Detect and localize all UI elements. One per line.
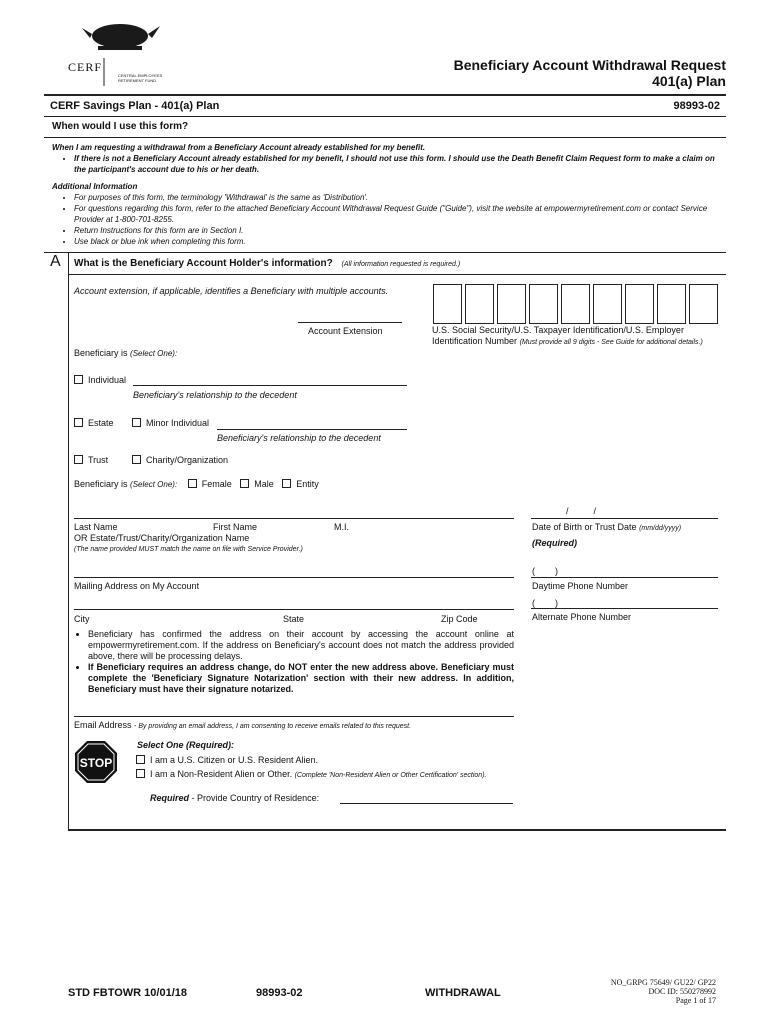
estate-option[interactable]	[74, 418, 114, 428]
nonres-checkbox[interactable]	[136, 769, 145, 778]
email-label-row	[74, 720, 411, 730]
name-note: (The name provided MUST match the name on file with Service Provider.)	[74, 546, 303, 553]
when-rule	[44, 137, 726, 138]
trust-checkbox[interactable]	[74, 455, 83, 464]
country-label: - Provide Country of Residence:	[191, 793, 320, 803]
footer-grpg: NO_GRPG 75649/ GU22/ GP22	[610, 978, 716, 987]
form-title-line2: 401(a) Plan	[652, 73, 726, 89]
ssn-digit-box[interactable]	[561, 284, 590, 324]
day-phone-label: Daytime Phone Number	[532, 581, 629, 591]
mailing-address-label: Mailing Address on My Account	[74, 581, 200, 591]
dob-required: (Required)	[532, 538, 577, 548]
city-state-zip-input[interactable]	[74, 609, 514, 610]
citizen-label: I am a U.S. Citizen or U.S. Resident Alien.	[150, 755, 319, 765]
section-a-heading-row	[74, 258, 460, 269]
day-phone-input[interactable]	[531, 577, 718, 578]
female-label: Female	[201, 479, 232, 489]
email-input[interactable]	[74, 716, 514, 717]
gender-bene-is: Beneficiary is	[74, 479, 128, 489]
ssn-digit-box[interactable]	[465, 284, 494, 324]
nonres-note: (Complete 'Non-Resident Alien or Other Certification' section).	[294, 772, 487, 779]
form-title	[454, 57, 726, 89]
mailing-address-input[interactable]	[74, 577, 514, 578]
entity-option[interactable]	[282, 479, 319, 489]
citizen-option[interactable]	[136, 755, 318, 765]
female-option[interactable]	[188, 479, 232, 489]
section-a-heading-rule	[68, 274, 726, 275]
footer-plan-number: 98993-02	[256, 987, 303, 999]
when-block	[52, 142, 722, 175]
dob-label: Date of Birth or Trust Date	[532, 522, 637, 532]
ssn-digit-box[interactable]	[529, 284, 558, 324]
male-option[interactable]	[240, 479, 274, 489]
charity-option[interactable]	[132, 455, 228, 465]
section-a-bottom-rule	[68, 829, 726, 831]
individual-relationship-label: Beneficiary's relationship to the decedent	[133, 390, 297, 400]
form-title-line1: Beneficiary Account Withdrawal Request	[453, 57, 726, 73]
zip-label: Zip Code	[441, 614, 478, 624]
gender-row	[74, 479, 319, 489]
ssn-label: U.S. Social Security/U.S. Taxpayer Identification/U.S. Employer Identification Number	[432, 325, 684, 346]
when-bullet: • If there is not a Beneficiary Account already established for my benefit, I should not use this form. I should use the Death Benefit Claim Request form to make a claim on the participant's account due to his or her death.	[74, 153, 722, 175]
nonres-label: I am a Non-Resident Alien or Other.	[150, 769, 293, 779]
or-estate-label: OR Estate/Trust/Charity/Organization Name	[74, 533, 250, 543]
footer-doc-id: DOC ID: 550278992	[648, 987, 716, 996]
additional-item: • Return Instructions for this form are in Section I.	[74, 225, 722, 236]
mi-label: M.I.	[334, 522, 349, 532]
state-label: State	[283, 614, 305, 624]
email-note: - By providing an email address, I am consenting to receive emails related to this request.	[134, 723, 412, 730]
address-notes	[74, 629, 514, 695]
stop-text: STOP	[79, 756, 113, 770]
ssn-note: (Must provide all 9 digits - See Guide for additional details.)	[519, 339, 703, 346]
section-a-note: (All information requested is required.)	[341, 261, 461, 268]
male-checkbox[interactable]	[240, 479, 249, 488]
individual-relationship-input[interactable]	[133, 385, 407, 386]
section-a-letter: A	[50, 253, 61, 270]
plan-number: 98993-02	[673, 100, 720, 112]
address-note-change: • If Beneficiary requires an address change, do NOT enter the new address above. Beneficiary must complete the 'Beneficiary Signature Notarization' section with their new address. In addition, Beneficiary must have their signature notarized.	[88, 662, 514, 695]
country-row	[150, 793, 319, 803]
gender-select-one: (Select One):	[130, 480, 178, 489]
stop-sign-icon	[74, 740, 118, 784]
when-heading: When would I use this form?	[52, 121, 189, 132]
additional-item: • For purposes of this form, the terminology 'Withdrawal' is the same as 'Distribution'.	[74, 192, 722, 203]
plan-name: CERF Savings Plan - 401(a) Plan	[50, 100, 220, 112]
ssn-digit-box[interactable]	[497, 284, 526, 324]
ssn-digit-box[interactable]	[625, 284, 654, 324]
minor-label: Minor Individual	[146, 418, 210, 428]
name-input[interactable]	[74, 518, 514, 519]
alt-phone-label: Alternate Phone Number	[532, 612, 632, 622]
ssn-digit-box[interactable]	[433, 284, 462, 324]
minor-option[interactable]	[132, 418, 209, 428]
ssn-digit-box[interactable]	[657, 284, 686, 324]
minor-checkbox[interactable]	[132, 418, 141, 427]
day-phone-paren: ( )	[532, 566, 558, 576]
logo-subtext: CENTRAL EMPLOYEES RETIREMENT FUND	[118, 73, 163, 83]
male-label: Male	[254, 479, 274, 489]
section-a-top-rule	[44, 252, 726, 253]
additional-list	[52, 192, 722, 247]
country-required: Required	[150, 793, 190, 803]
city-label: City	[74, 614, 90, 624]
section-a-left-border	[68, 252, 69, 830]
dob-format: (mm/dd/yyyy)	[639, 525, 682, 532]
when-list	[52, 153, 722, 175]
individual-option[interactable]	[74, 375, 126, 385]
cerf-logo	[68, 18, 188, 88]
plan-rule	[44, 116, 726, 117]
top-rule	[44, 94, 726, 96]
footer-type: WITHDRAWAL	[425, 987, 501, 999]
logo-wordmark: CERF	[68, 60, 103, 74]
alt-phone-paren: ( )	[532, 598, 558, 608]
ext-input[interactable]	[298, 322, 402, 323]
address-notes-list	[74, 629, 514, 695]
ext-label: Account Extension	[308, 326, 383, 336]
section-a-heading: What is the Beneficiary Account Holder's information?	[74, 258, 333, 269]
when-intro: When I am requesting a withdrawal from a Beneficiary Account already established for my benefit.	[52, 143, 426, 152]
bene-is-text: Beneficiary is	[74, 348, 128, 358]
female-checkbox[interactable]	[188, 479, 197, 488]
citizen-checkbox[interactable]	[136, 755, 145, 764]
first-name-label: First Name	[213, 522, 258, 532]
additional-item: • For questions regarding this form, refer to the attached Beneficiary Account Withdrawal Request Guide ("Guide"), visit the website at empowermyretirement.com or contact Service Provider at 1-800-701-8255.	[74, 203, 722, 225]
nonres-option[interactable]	[136, 769, 516, 781]
individual-label: Individual	[88, 375, 127, 385]
charity-checkbox[interactable]	[132, 455, 141, 464]
individual-checkbox[interactable]	[74, 375, 83, 384]
select-required: Select One (Required):	[137, 740, 235, 750]
trust-option[interactable]	[74, 455, 108, 465]
last-name-label: Last Name	[74, 522, 118, 532]
dob-label-row	[532, 522, 681, 532]
bene-type-label	[74, 348, 177, 358]
footer-form-id: STD FBTOWR 10/01/18	[68, 987, 187, 999]
alt-phone-input[interactable]	[531, 608, 718, 609]
additional-heading: Additional Information	[52, 182, 138, 191]
select-one-text: (Select One):	[130, 349, 178, 358]
additional-info	[52, 181, 722, 247]
dob-input[interactable]	[531, 518, 718, 519]
footer-doc-info	[611, 978, 716, 1005]
trust-label: Trust	[88, 455, 109, 465]
address-note-confirm: • Beneficiary has confirmed the address on their account by accessing the account online at empowermyretirement.com. If the address on Beneficiary's account does not match the address provided above, there will be processing delays.	[88, 629, 514, 662]
charity-label: Charity/Organization	[146, 455, 229, 465]
footer-page: Page 1 of 17	[675, 996, 716, 1005]
ext-help: Account extension, if applicable, identifies a Beneficiary with multiple accounts.	[74, 286, 389, 296]
estate-checkbox[interactable]	[74, 418, 83, 427]
dob-slashes: / /	[566, 506, 597, 516]
entity-checkbox[interactable]	[282, 479, 291, 488]
ssn-digit-box[interactable]	[689, 284, 718, 324]
ssn-label-block	[432, 325, 718, 348]
ssn-digit-box[interactable]	[593, 284, 622, 324]
minor-relationship-input[interactable]	[217, 429, 407, 430]
email-label: Email Address	[74, 720, 132, 730]
additional-item: • Use black or blue ink when completing this form.	[74, 236, 722, 247]
country-input[interactable]	[340, 803, 513, 804]
minor-relationship-label: Beneficiary's relationship to the decedent	[217, 433, 381, 443]
entity-label: Entity	[296, 479, 319, 489]
estate-label: Estate	[88, 418, 114, 428]
